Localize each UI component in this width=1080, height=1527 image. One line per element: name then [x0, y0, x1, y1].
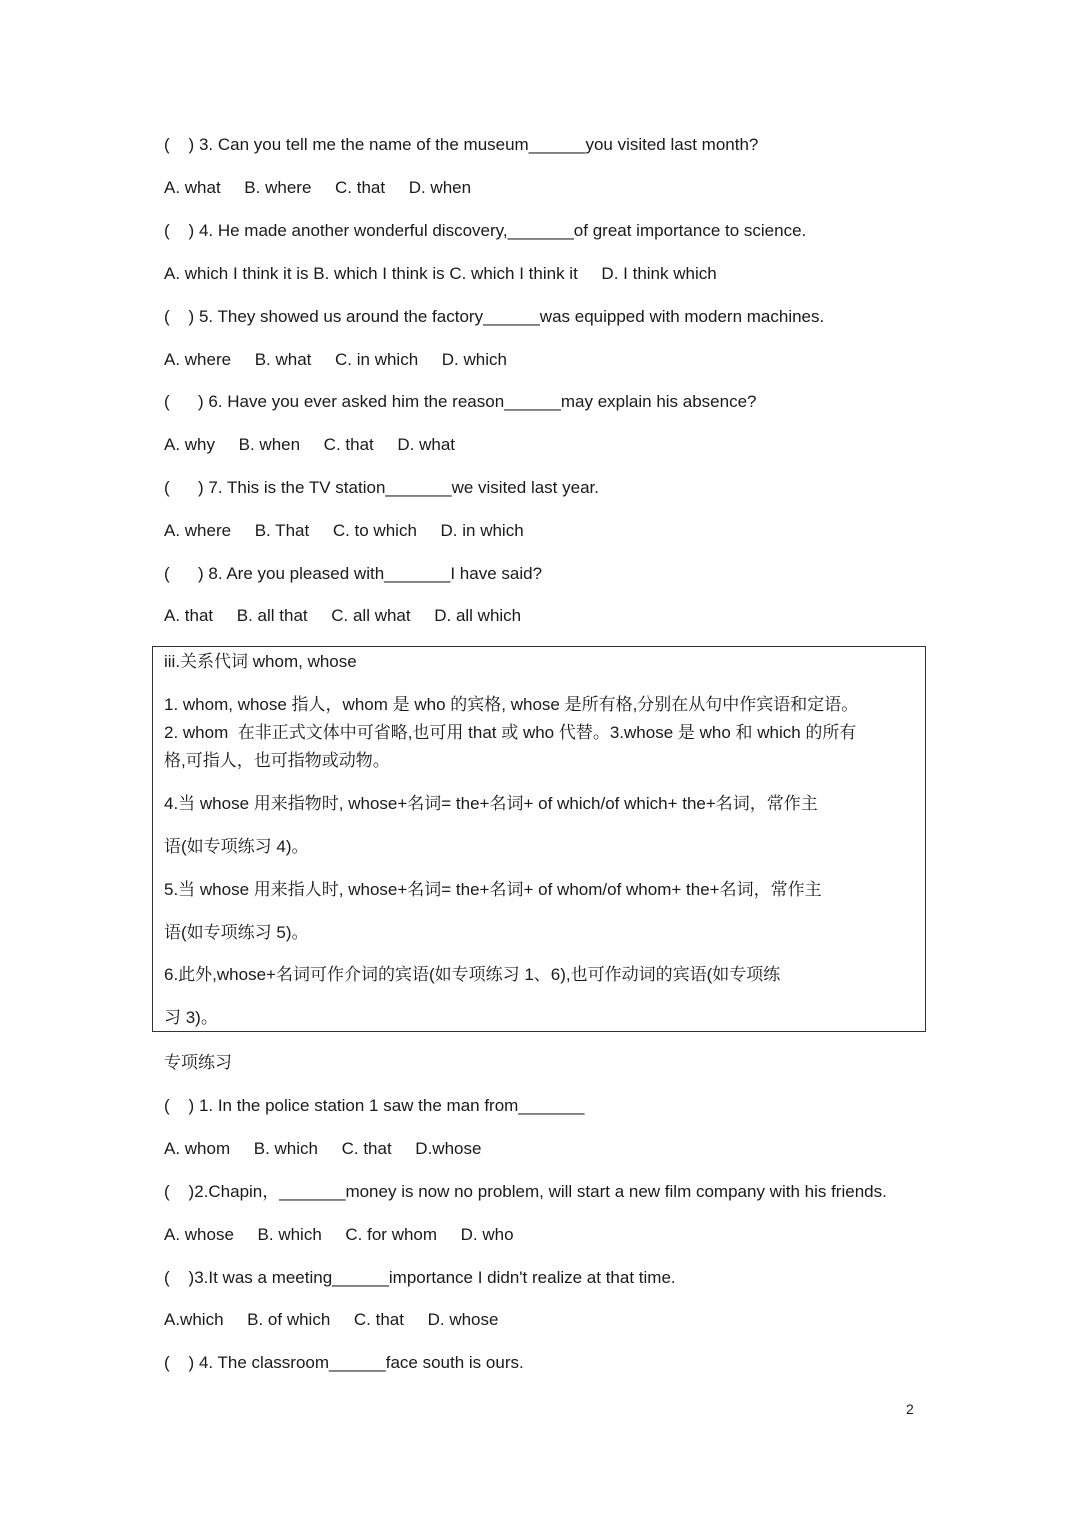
question-6-options: A. why B. when C. that D. what [164, 435, 456, 454]
practice-question-4: ( ) 4. The classroom______face south is ours. [164, 1353, 524, 1372]
question-6: ( ) 6. Have you ever asked him the reason______may explain his absence? [164, 392, 757, 411]
question-4-options: A. which I think it is B. which I think is C. which I think it D. I think which [164, 264, 717, 283]
note-line-9: 习 3)。 [164, 1008, 218, 1027]
note-line-1: 1. whom, whose 指人，whom 是 who 的宾格, whose 是所有格,分别在从句中作宾语和定语。 [164, 695, 859, 714]
page-number: 2 [906, 1401, 914, 1417]
question-3-options: A. what B. where C. that D. when [164, 178, 472, 197]
practice-question-1-options: A. whom B. which C. that D.whose [164, 1139, 482, 1158]
grammar-note-box [152, 646, 926, 1032]
practice-heading: 专项练习 [164, 1053, 232, 1072]
note-line-8: 6.此外,whose+名词可作介词的宾语(如专项练习 1、6),也可作动词的宾语(如专项练 [164, 965, 781, 984]
question-4: ( ) 4. He made another wonderful discovery,_______of great importance to science. [164, 221, 807, 240]
practice-question-3: ( )3.It was a meeting______importance I didn't realize at that time. [164, 1268, 676, 1287]
question-5: ( ) 5. They showed us around the factory______was equipped with modern machines. [164, 307, 825, 326]
note-line-3: 格,可指人，也可指物或动物。 [164, 751, 390, 770]
practice-question-2: ( )2.Chapin，_______money is now no problem, will start a new film company with his friends. [164, 1182, 887, 1201]
practice-question-3-options: A.which B. of which C. that D. whose [164, 1310, 499, 1329]
practice-question-2-options: A. whose B. which C. for whom D. who [164, 1225, 514, 1244]
question-8: ( ) 8. Are you pleased with_______I have said? [164, 564, 543, 583]
note-line-4: 4.当 whose 用来指物时, whose+名词= the+名词+ of which/of which+ the+名词，常作主 [164, 794, 818, 813]
question-8-options: A. that B. all that C. all what D. all which [164, 606, 522, 625]
question-3: ( ) 3. Can you tell me the name of the museum______you visited last month? [164, 135, 759, 154]
note-line-7: 语(如专项练习 5)。 [164, 923, 309, 942]
question-7: ( ) 7. This is the TV station_______we visited last year. [164, 478, 599, 497]
note-line-2: 2. whom 在非正式文体中可省略,也可用 that 或 who 代替。3.whose 是 who 和 which 的所有 [164, 723, 857, 742]
practice-question-1: ( ) 1. In the police station 1 saw the man from_______ [164, 1096, 585, 1115]
note-line-6: 5.当 whose 用来指人时, whose+名词= the+名词+ of whom/of whom+ the+名词，常作主 [164, 880, 822, 899]
question-5-options: A. where B. what C. in which D. which [164, 350, 507, 369]
question-7-options: A. where B. That C. to which D. in which [164, 521, 524, 540]
note-title: iii.关系代词 whom, whose [164, 652, 357, 671]
note-line-5: 语(如专项练习 4)。 [164, 837, 309, 856]
